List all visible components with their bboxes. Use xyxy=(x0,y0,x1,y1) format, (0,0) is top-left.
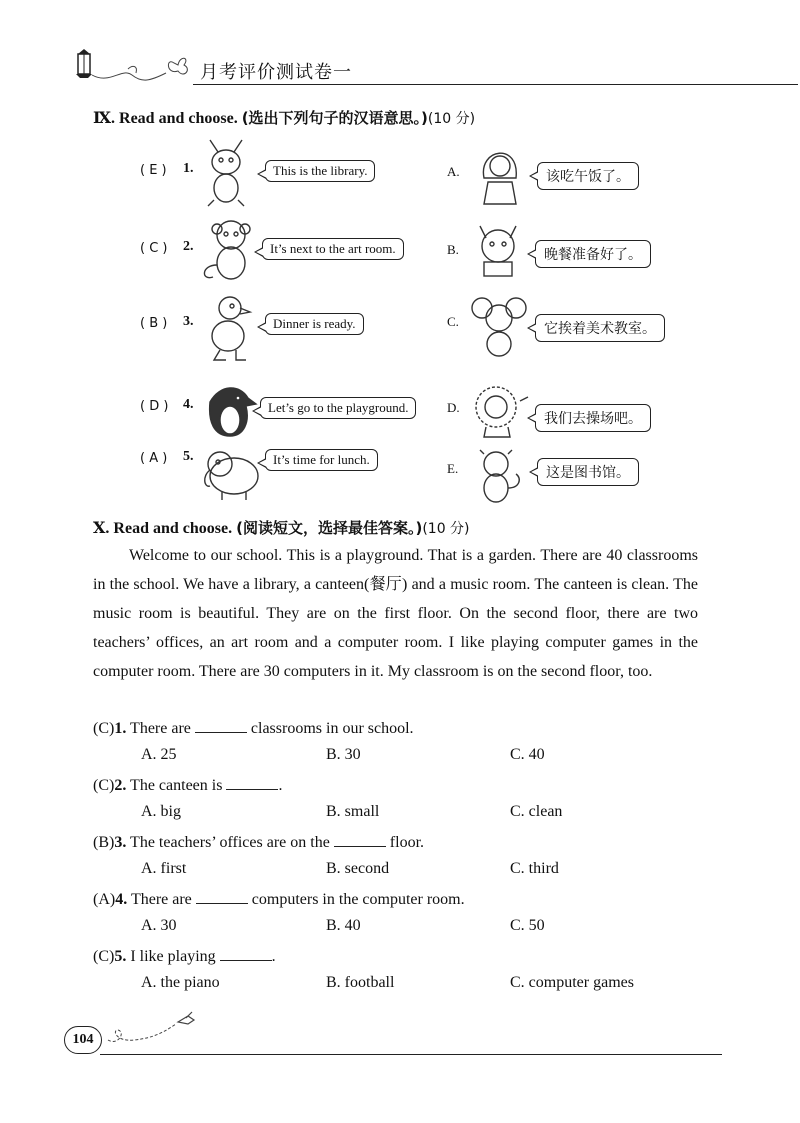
option-d-text: 我们去操场吧。 xyxy=(535,404,651,432)
duck-picture-icon xyxy=(200,292,256,364)
section10-numeral: Ⅹ. xyxy=(93,520,110,537)
question-5-blank xyxy=(220,946,272,961)
section10-heading xyxy=(93,517,470,538)
question-3 xyxy=(93,832,424,852)
question-4-option-c: C. 50 xyxy=(510,917,545,934)
penguin-picture-icon xyxy=(200,382,258,440)
cat-picture-icon xyxy=(470,218,526,280)
section10-title: Read and choose. xyxy=(113,520,233,537)
question-5-option-b: B. football xyxy=(326,974,395,991)
section9-heading xyxy=(93,107,475,128)
question-4 xyxy=(93,889,465,909)
bird-decoration-icon xyxy=(104,1006,204,1046)
option-e-letter: E. xyxy=(447,461,459,476)
option-a-letter: A. xyxy=(447,164,460,179)
item2-number: 2. xyxy=(183,239,194,254)
reading-passage xyxy=(93,541,698,686)
item2-answer: ( C ) xyxy=(140,241,168,256)
tiger-picture-icon xyxy=(470,448,526,506)
question-3-blank xyxy=(334,832,386,847)
question-2-option-b: B. small xyxy=(326,803,380,820)
section10-points: (10 分) xyxy=(422,521,470,537)
question-3-answer: (B) xyxy=(93,834,115,851)
item2-sentence-bubble: It’s next to the art room. xyxy=(262,238,404,260)
header-divider xyxy=(193,84,798,85)
question-2-number: 2. xyxy=(114,777,127,794)
page-number: 104 xyxy=(64,1026,102,1054)
option-b-text: 晚餐准备好了。 xyxy=(535,240,651,268)
monkey-picture-icon xyxy=(195,215,257,283)
question-5 xyxy=(93,946,276,966)
question-4-number: 4. xyxy=(115,891,128,908)
section10-instruction: (阅读短文，选择最佳答案。) xyxy=(236,519,423,537)
question-4-option-b: B. 40 xyxy=(326,917,361,934)
section9-instruction: (选出下列句子的汉语意思。) xyxy=(241,109,428,127)
question-1-option-b: B. 30 xyxy=(326,746,361,763)
question-1-option-a: A. 25 xyxy=(141,746,177,763)
item3-number: 3. xyxy=(183,314,194,329)
question-2-option-a: A. big xyxy=(141,803,181,820)
question-3-option-b: B. second xyxy=(326,860,390,877)
item5-sentence-bubble: It’s time for lunch. xyxy=(265,449,378,471)
question-4-text-before: There are xyxy=(130,891,192,908)
item1-sentence-bubble: This is the library. xyxy=(265,160,375,182)
question-2-text-after: . xyxy=(278,777,283,794)
question-4-option-a: A. 30 xyxy=(141,917,177,934)
question-3-option-c: C. third xyxy=(510,860,559,877)
question-1 xyxy=(93,718,414,738)
mouse-picture-icon xyxy=(470,292,528,360)
item4-number: 4. xyxy=(183,397,194,412)
question-4-text-after: computers in the computer room. xyxy=(251,891,465,908)
question-5-option-a: A. the piano xyxy=(141,974,220,991)
question-3-text-before: The teachers’ offices are on the xyxy=(130,834,330,851)
item1-number: 1. xyxy=(183,161,194,176)
lion-picture-icon xyxy=(470,383,530,439)
item5-answer: ( A ) xyxy=(140,451,168,466)
question-1-text-after: classrooms in our school. xyxy=(250,720,414,737)
question-2-text-before: The canteen is xyxy=(130,777,223,794)
question-3-option-a: A. first xyxy=(141,860,187,877)
item4-answer: ( D ) xyxy=(140,399,169,414)
question-3-number: 3. xyxy=(114,834,127,851)
passage-text: Welcome to our school. This is a playground. That is a garden. There are 40 classrooms in the school. We have a library, a canteen(餐厅) and a music room. The canteen is clean. The music room is beautiful. They are on the first floor. On the second floor, there are two teachers’ offices, an art room and a computer room. I like playing computer games in the computer room. There are 30 computers in it. My classroom is on the second floor, too. xyxy=(93,547,698,680)
option-a-text: 该吃午饭了。 xyxy=(537,162,639,190)
question-5-text-before: I like playing xyxy=(130,948,216,965)
option-c-letter: C. xyxy=(447,314,459,329)
section9-numeral: Ⅸ. xyxy=(93,110,116,127)
item3-sentence-bubble: Dinner is ready. xyxy=(265,313,364,335)
question-1-answer: (C) xyxy=(93,720,115,737)
question-5-answer: (C) xyxy=(93,948,115,965)
question-2 xyxy=(93,775,282,795)
question-3-text-after: floor. xyxy=(389,834,425,851)
girl-picture-icon xyxy=(472,138,528,208)
lamp-decoration-icon xyxy=(70,45,200,87)
question-5-text-after: . xyxy=(271,948,276,965)
option-d-letter: D. xyxy=(447,400,460,415)
section9-title: Read and choose. xyxy=(119,110,238,127)
question-4-blank xyxy=(196,889,248,904)
item1-answer: ( E ) xyxy=(140,163,167,178)
option-e-text: 这是图书馆。 xyxy=(537,458,639,486)
item3-answer: ( B ) xyxy=(140,316,168,331)
option-c-text: 它挨着美术教室。 xyxy=(535,314,665,342)
item5-number: 5. xyxy=(183,449,194,464)
question-1-option-c: C. 40 xyxy=(510,746,545,763)
item4-sentence-bubble: Let’s go to the playground. xyxy=(260,397,416,419)
question-1-text-before: There are xyxy=(130,720,191,737)
question-2-answer: (C) xyxy=(93,777,115,794)
header-title: 月考评价测试卷一 xyxy=(200,62,352,83)
question-2-option-c: C. clean xyxy=(510,803,563,820)
rabbit-picture-icon xyxy=(198,138,256,208)
question-5-option-c: C. computer games xyxy=(510,974,634,991)
elephant-picture-icon xyxy=(196,444,266,502)
question-2-blank xyxy=(226,775,278,790)
question-1-number: 1. xyxy=(114,720,127,737)
section9-points: (10 分) xyxy=(427,111,476,127)
question-5-number: 5. xyxy=(114,948,127,965)
footer-divider xyxy=(100,1054,722,1055)
option-b-letter: B. xyxy=(447,242,459,257)
question-1-blank xyxy=(195,718,247,733)
question-4-answer: (A) xyxy=(93,891,116,908)
